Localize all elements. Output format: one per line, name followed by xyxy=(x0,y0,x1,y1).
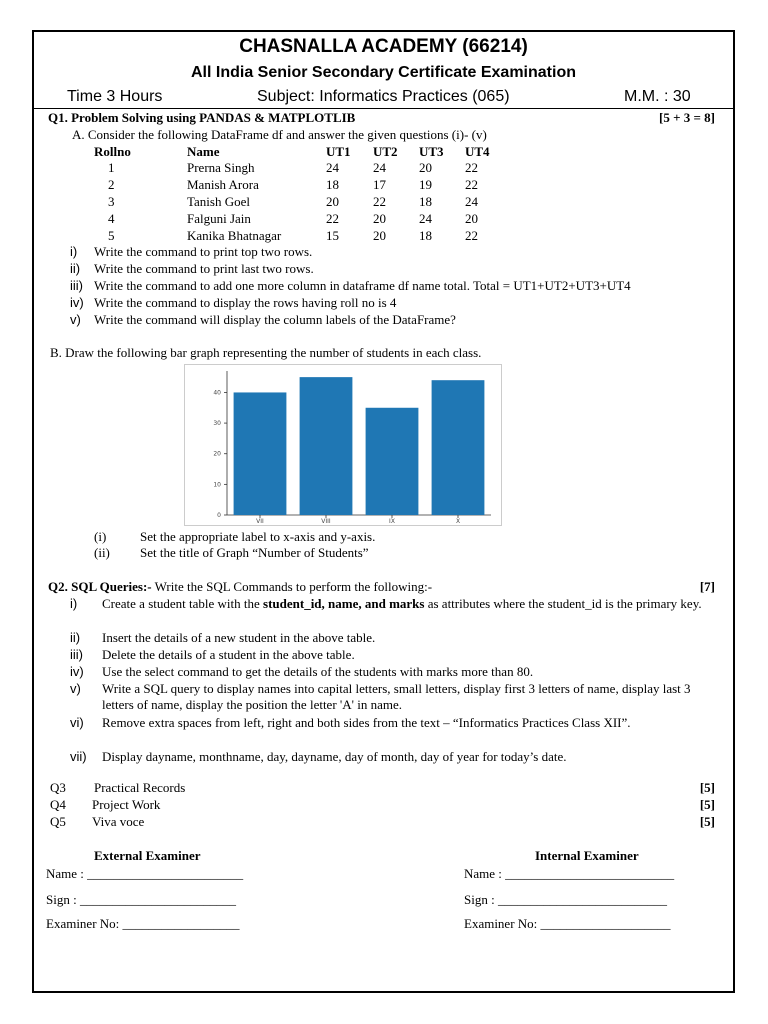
cell-ut3: 24 xyxy=(419,211,432,226)
cell-ut1: 20 xyxy=(326,194,339,209)
school-name: CHASNALLA ACADEMY (66214) xyxy=(239,36,528,57)
y-tick-label: 40 xyxy=(213,389,221,397)
cell-name: Tanish Goel xyxy=(187,194,250,209)
bar-chart xyxy=(184,364,502,526)
q4-text: Project Work xyxy=(92,797,161,812)
question-text: Insert the details of a new student in the above table. xyxy=(102,630,376,645)
question-text: Write the command to print top two rows. xyxy=(94,244,313,259)
cell-ut2: 24 xyxy=(373,160,386,175)
cell-ut1: 22 xyxy=(326,211,339,226)
question-number: v) xyxy=(70,681,81,696)
question-number: iii) xyxy=(70,278,83,293)
col-rollno: Rollno xyxy=(94,144,131,159)
external-examiner-no-field[interactable]: Examiner No: __________________ xyxy=(46,916,240,931)
question-text: Delete the details of a student in the above table. xyxy=(102,647,355,662)
question-text: Use the select command to get the details of the students with marks more than 80. xyxy=(102,664,534,679)
bar xyxy=(234,392,287,515)
cell-ut1: 24 xyxy=(326,160,339,175)
col-ut4: UT4 xyxy=(465,144,490,159)
cell-rollno: 5 xyxy=(108,228,115,243)
cell-ut1: 18 xyxy=(326,177,339,192)
q5-marks: [5] xyxy=(699,814,715,829)
q5-number: Q5 xyxy=(50,814,66,829)
cell-ut4: 22 xyxy=(465,228,478,243)
y-tick-label: 10 xyxy=(213,481,221,489)
question-number: vi) xyxy=(70,715,84,730)
cell-ut4: 24 xyxy=(465,194,478,209)
y-tick-label: 30 xyxy=(213,420,221,428)
external-examiner-heading: External Examiner xyxy=(94,848,201,863)
bar-chart-svg xyxy=(185,365,501,525)
q1-part-b: B. Draw the following bar graph representing the number of students in each class. xyxy=(50,345,482,360)
q3-text: Practical Records xyxy=(94,780,186,795)
col-name: Name xyxy=(187,144,220,159)
question-text: Remove extra spaces from left, right and both sides from the text – “Informatics Practices Class XII”. xyxy=(102,715,631,730)
cell-name: Prerna Singh xyxy=(187,160,255,175)
question-number: ii) xyxy=(70,630,81,645)
question-number: i) xyxy=(70,244,78,259)
x-tick-label: VII xyxy=(256,518,264,525)
x-tick-label: X xyxy=(455,518,461,525)
question-text: Display dayname, monthname, day, dayname, day of month, day of year for today’s date. xyxy=(102,749,567,764)
question-number: vii) xyxy=(70,749,87,764)
internal-sign-field[interactable]: Sign : __________________________ xyxy=(464,892,667,907)
q3-number: Q3 xyxy=(50,780,66,795)
question-text: Write the command will display the column labels of the DataFrame? xyxy=(94,312,456,327)
cell-rollno: 3 xyxy=(108,194,115,209)
external-sign-field[interactable]: Sign : ________________________ xyxy=(46,892,236,907)
exam-title: All India Senior Secondary Certificate Examination xyxy=(191,64,576,81)
subpart-text: Set the title of Graph “Number of Students” xyxy=(140,545,369,560)
x-tick-label: VIII xyxy=(321,518,331,525)
q2-i-post: as attributes where the student_id is the primary key. xyxy=(424,596,702,611)
q4-number: Q4 xyxy=(50,797,66,812)
cell-name: Kanika Bhatnagar xyxy=(187,228,282,243)
x-tick-label: IX xyxy=(389,518,395,525)
subpart-number: (i) xyxy=(94,529,107,544)
question-number: iv) xyxy=(70,664,84,679)
internal-name-field[interactable]: Name : __________________________ xyxy=(464,866,675,881)
q2-title: Q2. SQL Queries:- xyxy=(48,579,152,594)
cell-ut2: 17 xyxy=(373,177,386,192)
cell-ut3: 19 xyxy=(419,177,432,192)
cell-ut2: 20 xyxy=(373,211,386,226)
q5-text: Viva voce xyxy=(92,814,145,829)
q3-marks: [5] xyxy=(699,780,715,795)
max-marks: M.M. : 30 xyxy=(624,88,691,105)
question-text: Write the command to add one more column in dataframe df name total. Total = UT1+UT2+UT3+UT4 xyxy=(94,278,631,293)
bar xyxy=(300,377,353,515)
col-ut2: UT2 xyxy=(373,144,398,159)
cell-ut4: 20 xyxy=(465,211,478,226)
external-name-field[interactable]: Name : ________________________ xyxy=(46,866,244,881)
cell-ut2: 20 xyxy=(373,228,386,243)
question-text: Write the command to print last two rows. xyxy=(94,261,314,276)
cell-rollno: 4 xyxy=(108,211,115,226)
subpart-number: (ii) xyxy=(94,545,110,560)
cell-ut3: 18 xyxy=(419,194,432,209)
cell-ut3: 18 xyxy=(419,228,432,243)
q2-intro: Write the SQL Commands to perform the following:- xyxy=(151,579,433,594)
q4-marks: [5] xyxy=(699,797,715,812)
exam-subject: Subject: Informatics Practices (065) xyxy=(257,88,510,105)
cell-name: Falguni Jain xyxy=(187,211,251,226)
cell-ut1: 15 xyxy=(326,228,339,243)
cell-ut4: 22 xyxy=(465,160,478,175)
cell-rollno: 2 xyxy=(108,177,115,192)
cell-ut2: 22 xyxy=(373,194,386,209)
exam-page xyxy=(32,30,735,993)
question-number: v) xyxy=(70,312,81,327)
q2-i-bold: student_id, name, and marks xyxy=(263,596,425,611)
question-number: iii) xyxy=(70,647,83,662)
bar xyxy=(366,408,419,515)
question-number: ii) xyxy=(70,261,81,276)
y-tick-label: 0 xyxy=(217,512,221,519)
cell-name: Manish Arora xyxy=(187,177,259,192)
bar xyxy=(432,380,485,515)
question-text: Write the command to display the rows having roll no is 4 xyxy=(94,295,397,310)
q2-i-pre: Create a student table with the xyxy=(102,596,264,611)
question-text xyxy=(102,596,722,612)
y-tick-label: 20 xyxy=(213,450,221,458)
q2-marks: [7] xyxy=(699,579,715,594)
cell-rollno: 1 xyxy=(108,160,115,175)
col-ut1: UT1 xyxy=(326,144,351,159)
q1-marks: [5 + 3 = 8] xyxy=(659,110,715,125)
header-divider xyxy=(34,108,733,109)
q2-heading xyxy=(48,579,432,595)
question-number: iv) xyxy=(70,295,84,310)
internal-examiner-no-field[interactable]: Examiner No: ____________________ xyxy=(464,916,671,931)
internal-examiner-heading: Internal Examiner xyxy=(535,848,639,863)
cell-ut3: 20 xyxy=(419,160,432,175)
question-text: Write a SQL query to display names into capital letters, small letters, display first 3 letters of name, display last 3 letters of name, display the position the letter 'A' in name. xyxy=(102,681,691,712)
question-number: i) xyxy=(70,596,78,611)
q1-title: Q1. Problem Solving using PANDAS & MATPLOTLIB xyxy=(48,110,356,125)
exam-time: Time 3 Hours xyxy=(67,88,163,105)
subpart-text: Set the appropriate label to x-axis and y-axis. xyxy=(140,529,376,544)
cell-ut4: 22 xyxy=(465,177,478,192)
q1-part-a: A. Consider the following DataFrame df and answer the given questions (i)- (v) xyxy=(72,127,487,142)
col-ut3: UT3 xyxy=(419,144,444,159)
